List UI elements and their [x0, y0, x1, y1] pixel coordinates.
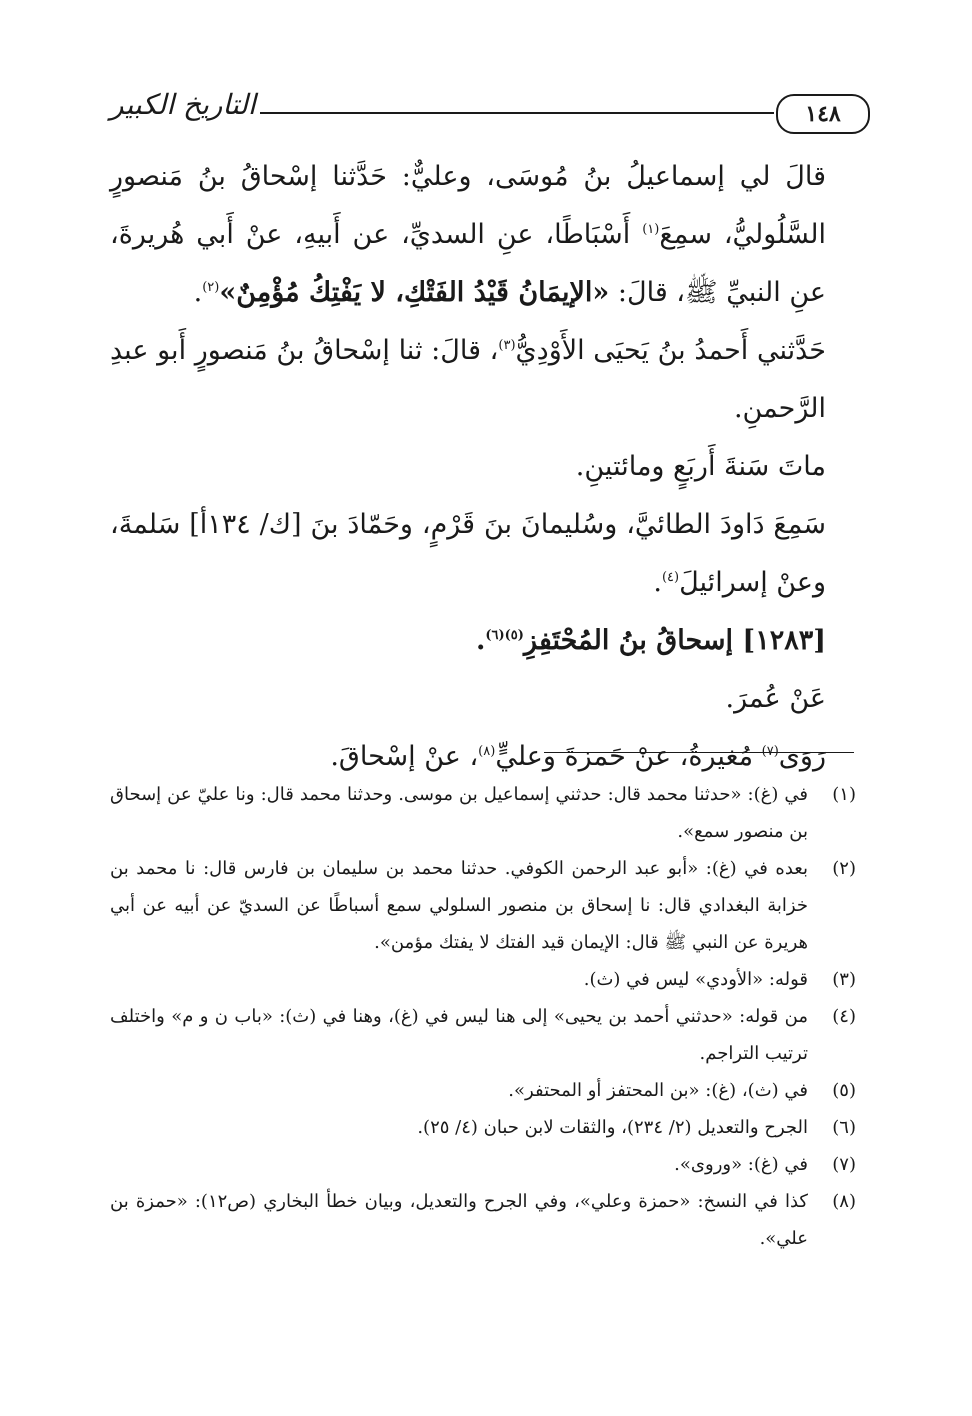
paragraph-6: عَنْ عُمرَ. — [725, 683, 826, 714]
footnote-ref-7: (٧) — [761, 744, 779, 759]
main-text — [110, 148, 870, 786]
header-rule — [260, 112, 774, 114]
text-span: قالَ لي إسماعيلُ بنُ مُوسَى، وعليٌّ: حَدَّثنا إسْحاقُ بنُ مَنصورٍ السَّلُوليُّ، سمِعَ — [110, 161, 826, 250]
footnote-text: من قوله: «حدثني أحمد بن يحيى» إلى هنا ليس في (غ)، وهنا في (ث): «باب ن و م» واختلف ترتيب التراجم. — [110, 1006, 808, 1064]
footnote-text: في (غ): «حدثنا محمد قال: حدثني إسماعيل بن موسى. وحدثنا محمد قال: ونا عليّ عن إسحاق بن منصور سمع». — [110, 784, 808, 842]
footnote-ref-4: (٤) — [661, 570, 680, 585]
paragraph-1 — [110, 148, 870, 322]
footnote-number: (١) — [832, 784, 856, 805]
text-span: ، عنْ إسْحاقَ. — [330, 741, 479, 772]
paragraph-4 — [110, 496, 870, 612]
entry-heading — [110, 612, 870, 670]
text-span: . — [653, 567, 662, 598]
footnote-separator — [544, 752, 854, 753]
footnote-ref-1: (١) — [642, 222, 660, 237]
text-span: ، قالَ: ثنا إسْحاقُ بنُ مَنصورٍ أَبو عبدِ الرَّحمنِ. — [110, 335, 826, 424]
footnote-number: (٦) — [832, 1117, 856, 1138]
footnote-number: (٤) — [832, 1006, 856, 1027]
page-number-badge: ١٤٨ — [776, 94, 870, 134]
footnote-number: (٥) — [832, 1080, 856, 1101]
footnote-number: (٨) — [832, 1191, 856, 1212]
footnote-ref-3: (٣) — [498, 338, 516, 353]
footnote-text: كذا في النسخ: «حمزة وعلي»، وفي الجرح والتعديل، وبيان خطأ البخاري (ص١٢): «حمزة بن علي». — [110, 1191, 808, 1249]
text-span: حَدَّثني أَحمدُ بنُ يَحيَى الأَوْدِيُّ — [515, 335, 826, 366]
footnote — [110, 776, 870, 850]
footnote-ref-2: (٢) — [202, 280, 220, 295]
text-span: . — [475, 625, 486, 656]
text-span: رَوَى — [778, 741, 826, 772]
footnote — [110, 961, 870, 998]
footnote — [110, 1109, 870, 1146]
running-title: التاريخ الكبير — [110, 88, 256, 121]
text-span: سَمِعَ دَاودَ الطائيَّ، وسُليمانَ بنَ قَرْمٍ، وحَمّادَ بنَ [ك/ ١٣٤أ] سَلمةَ، وعنْ إسرائيلَ — [110, 509, 826, 598]
footnote — [110, 1146, 870, 1183]
hadith-quote: «الإيمَانُ قَيْدُ الفَتْكِ، لا يَفْتِكُ مُؤْمِنٌ» — [219, 277, 610, 308]
footnotes — [110, 776, 870, 1257]
footnote-text: بعده في (غ): «أبو عبد الرحمن الكوفي. حدثنا محمد بن سليمان بن فارس قال: نا محمد بن خزابة البغدادي قال: نا إسحاق بن منصور السلولي سمع أسباطًا عن السديّ عن أبيه عن أبي هريرة عن النبي ﷺ قال: الإيمان قيد الفتك لا يفتك مؤمن». — [110, 858, 808, 953]
page-header — [110, 88, 870, 138]
footnote-text: قوله: «الأودي» ليس في (ث). — [583, 969, 808, 990]
footnote — [110, 1072, 870, 1109]
entry-number: [١٢٨٣] — [742, 625, 826, 656]
footnote-text: الجرح والتعديل (٢/ ٢٣٤)، والثقات لابن حبان (٤/ ٢٥). — [417, 1117, 808, 1138]
footnote — [110, 850, 870, 961]
paragraph-2 — [110, 322, 870, 438]
text-span: مُغيرةُ، عنْ حَمزةَ وعليٍّ — [495, 741, 762, 772]
footnote-text: في (غ): «وروى». — [674, 1154, 808, 1175]
footnote — [110, 1183, 870, 1257]
footnote-number: (٢) — [832, 858, 856, 879]
footnote-text: في (ث)، (غ): «بن المحتفز أو المحتفر». — [508, 1080, 808, 1101]
footnote-ref-5-6: (٥)(٦) — [485, 628, 524, 643]
text-span: . — [193, 277, 203, 308]
footnote-ref-8: (٨) — [478, 744, 496, 759]
footnote-number: (٧) — [832, 1154, 856, 1175]
entry-name: إسحاقُ بنُ المُحْتَفِزِ — [523, 625, 734, 656]
paragraph-3: ماتَ سَنةَ أَربَعٍ ومائتينِ. — [575, 451, 826, 482]
footnote-number: (٣) — [832, 969, 856, 990]
text-span: أَسْبَاطًا، عنِ السديِّ، عن أَبيهِ، عنْ أَبي هُريرةَ، عنِ النبيِّ ﷺ، قالَ: — [110, 219, 826, 308]
footnote — [110, 998, 870, 1072]
